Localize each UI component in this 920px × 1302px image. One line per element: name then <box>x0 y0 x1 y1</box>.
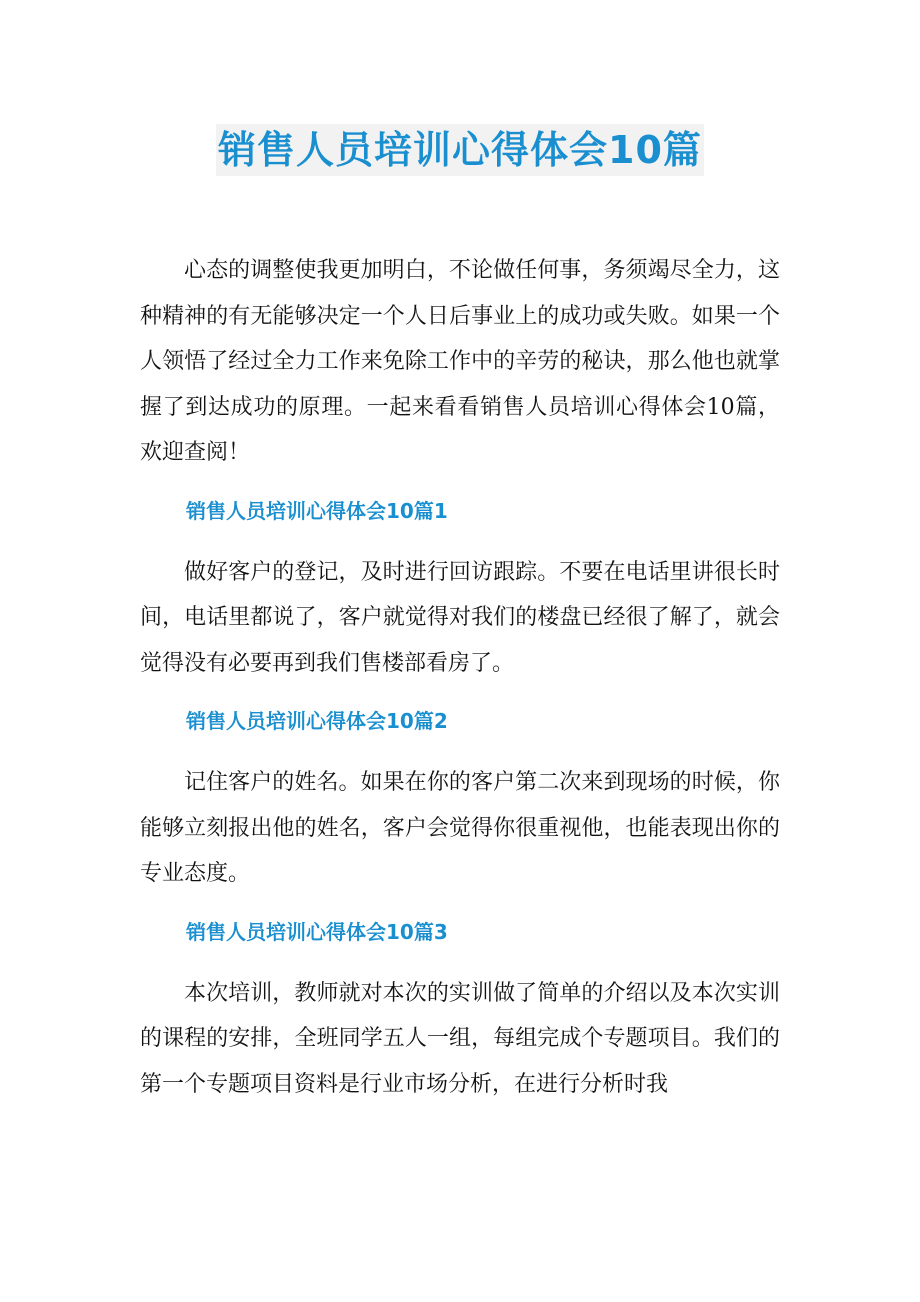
page-title: 销售人员培训心得体会10篇 <box>216 124 704 176</box>
document-body <box>140 248 780 1107</box>
section-heading-1: 销售人员培训心得体会10篇1 <box>186 498 448 523</box>
section-paragraph-3: 本次培训，教师就对本次的实训做了简单的介绍以及本次实训的课程的安排，全班同学五人一组，每组完成个专题项目。我们的第一个专题项目资料是行业市场分析，在进行分析时我 <box>140 980 780 1097</box>
section-heading-3: 销售人员培训心得体会10篇3 <box>186 919 448 944</box>
section-paragraph-2: 记住客户的姓名。如果在你的客户第二次来到现场的时候，你能够立刻报出他的姓名，客户会觉得你很重视他，也能表现出你的专业态度。 <box>140 770 780 886</box>
section-paragraph-1: 做好客户的登记，及时进行回访跟踪。不要在电话里讲很长时间，电话里都说了，客户就觉得对我们的楼盘已经很了解了，就会觉得没有必要再到我们售楼部看房了。 <box>140 559 780 676</box>
section-heading-2: 销售人员培训心得体会10篇2 <box>186 709 448 733</box>
intro-paragraph: 心态的调整使我更加明白，不论做任何事，务须竭尽全力，这种精神的有无能够决定一个人日后事业上的成功或失败。如果一个人领悟了经过全力工作来免除工作中的辛劳的秘诀，那么他也就掌握了到达成功的原理。一起来看看销售人员培训心得体会10篇，欢迎查阅！ <box>140 258 780 465</box>
title-container <box>0 124 920 176</box>
